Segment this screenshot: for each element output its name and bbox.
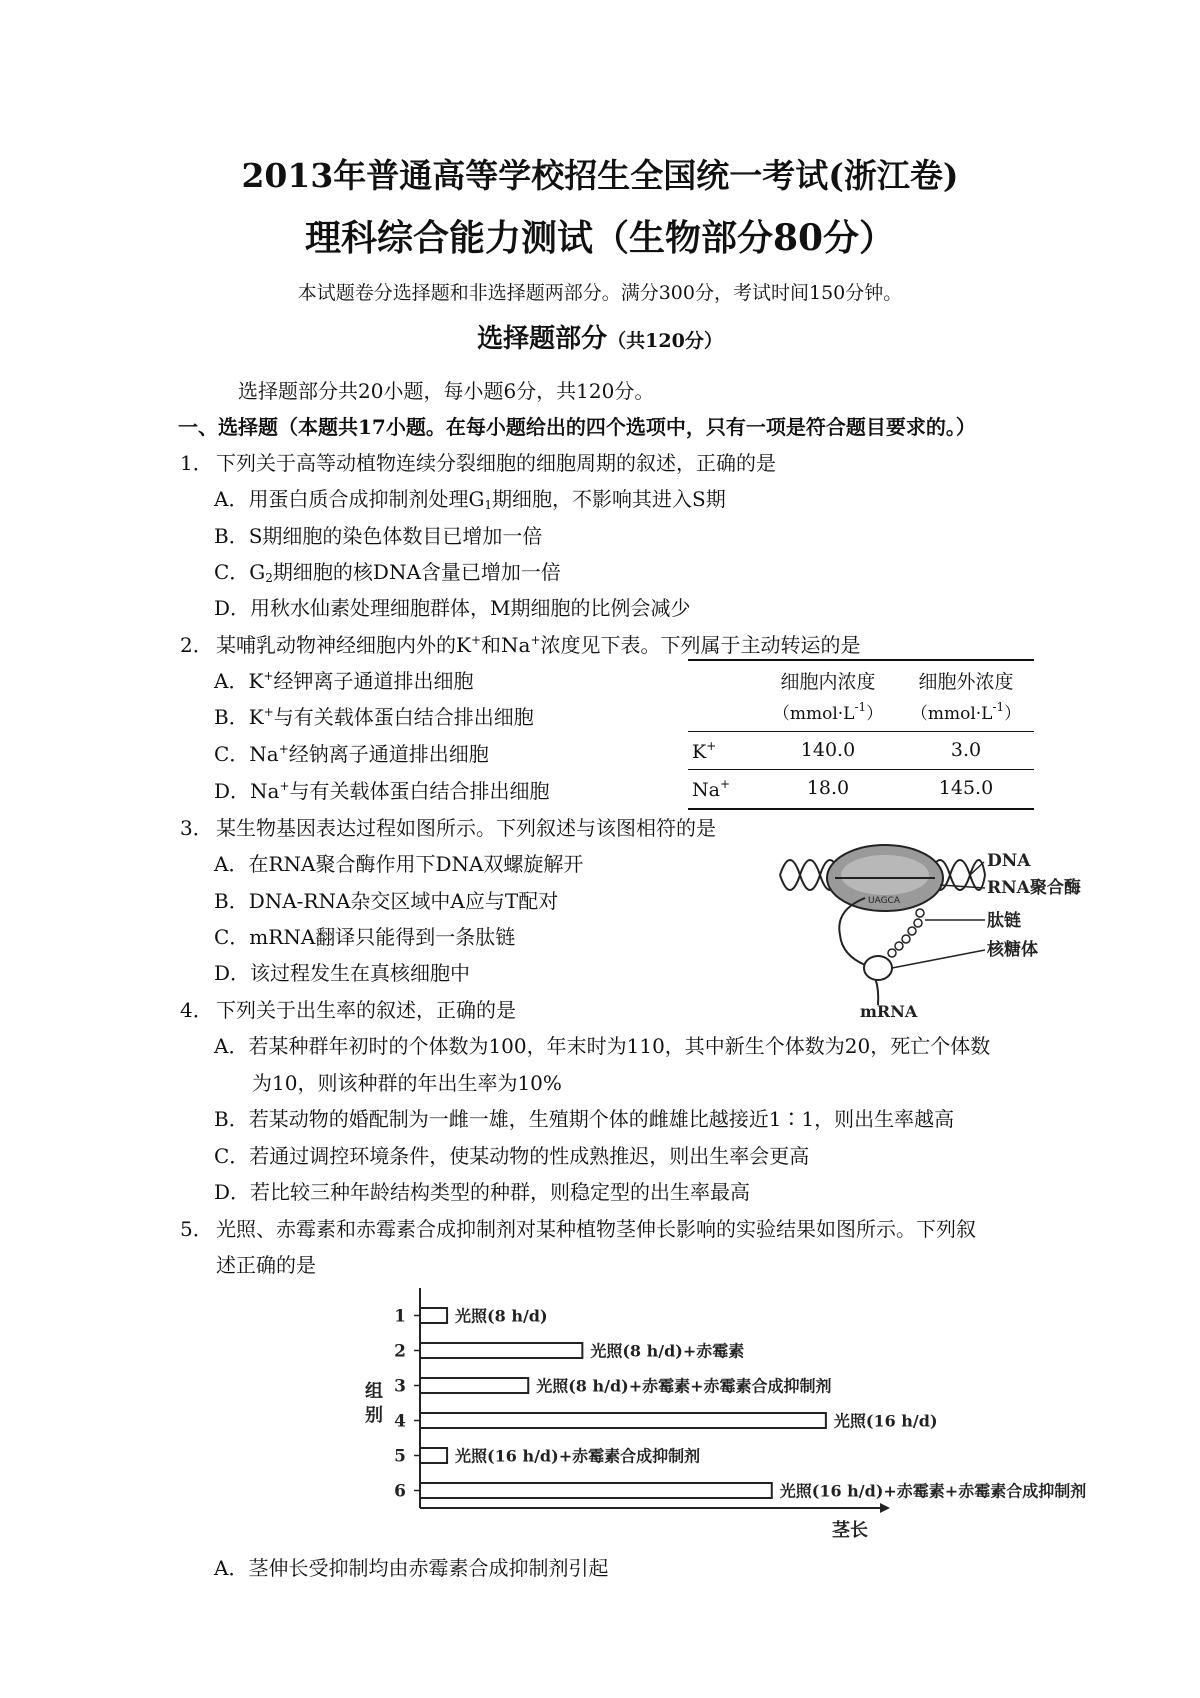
table-top-rule [688, 659, 1034, 661]
q3-option-a: A．在RNA聚合酶作用下DNA双螺旋解开 [214, 852, 584, 876]
category-tick-label: 4 [394, 1411, 406, 1432]
q1-option-b: B．S期细胞的染色体数目已增加一倍 [214, 524, 543, 548]
q5-stem [180, 1213, 976, 1242]
q5-option-a: A．茎伸长受抑制均由赤霉素合成抑制剂引起 [214, 1556, 609, 1580]
q2-a-pre: A．K [214, 669, 264, 693]
q2-stem-mid: 和Na [481, 633, 531, 657]
peptide-bead [914, 919, 922, 927]
q2-c-pre: C．Na [214, 742, 279, 766]
q3-option-d: D．该过程发生在真核细胞中 [214, 961, 471, 985]
q1-option-c [214, 556, 561, 585]
part-heading: 一、选择题（本题共17小题。在每小题给出的四个选项中，只有一项是符合题目要求的。） [178, 415, 976, 439]
peptide-chain [888, 909, 924, 957]
q4-option-a-line2: 为10，则该种群的年出生率为10% [252, 1071, 562, 1095]
y-axis-label-char: 组 [365, 1381, 383, 1402]
table-bottom-rule [688, 808, 1034, 810]
chart-layer [365, 1288, 1086, 1541]
table-row1-in: 140.0 [800, 739, 856, 761]
q1-c-post: 期细胞的核DNA含量已增加一倍 [272, 560, 561, 584]
q2-stem-post: 浓度见下表。下列属于主动转运的是 [540, 633, 861, 657]
x-axis-arrow [880, 1503, 890, 1513]
q2-b-sup: + [263, 705, 274, 719]
q2-d-sup: + [279, 779, 290, 793]
q2-c-sup: + [278, 742, 289, 756]
q2-sup-2: + [530, 633, 541, 647]
bar-group-4 [420, 1413, 826, 1428]
table-row2-out: 145.0 [938, 777, 994, 799]
exam-subtitle: 理科综合能力测试（生物部分80分） [304, 217, 896, 259]
gene-expression-diagram [780, 840, 1090, 1020]
q3-stem-text: 某生物基因表达过程如图所示。下列叙述与该图相符的是 [216, 816, 716, 840]
q1-c-sub: 2 [265, 571, 273, 585]
bar-label-2: 光照(8 h/d)+赤霉素 [590, 1341, 745, 1361]
x-axis-label: 茎长 [832, 1520, 868, 1541]
q2-number: 2． [180, 633, 213, 657]
q1-option-a [214, 483, 726, 512]
category-tick-label: 5 [394, 1446, 406, 1467]
q1-a-pre: A．用蛋白质合成抑制剂处理G [214, 487, 485, 511]
q4-number: 4． [180, 998, 213, 1022]
q2-b-pre: B．K [214, 705, 264, 729]
q1-option-d: D．用秋水仙素处理细胞群体，M期细胞的比例会减少 [214, 596, 691, 620]
unit-pre: （mmol·L [772, 704, 855, 724]
rna-polymerase-label: RNA聚合酶 [987, 878, 1081, 898]
table-row2-label [692, 777, 730, 801]
section-score: （共120分） [607, 330, 723, 352]
table-col2-unit [898, 699, 1034, 724]
bar-group-1 [420, 1308, 447, 1323]
unit-sup: -1 [854, 700, 867, 714]
rna-sequence-text: UAGCA [868, 896, 901, 906]
q2-option-d [214, 775, 550, 804]
table-header-rule [688, 731, 1034, 732]
ribosome-label: 核糖体 [987, 940, 1038, 960]
q4-option-a-line1: A．若某种群年初时的个体数为100，年末时为110，其中新生个体数为20，死亡个体数 [214, 1034, 991, 1058]
mrna-strand [839, 898, 878, 1005]
q2-b-post: 与有关载体蛋白结合排出细胞 [273, 705, 534, 729]
q4-option-b: B．若某动物的婚配制为一雌一雄，生殖期个体的雌雄比越接近1∶1，则出生率越高 [214, 1107, 955, 1131]
q2-option-b [214, 701, 534, 730]
row1-label-text: K [692, 741, 707, 763]
table-col1-unit [758, 699, 898, 724]
q4-stem [180, 994, 516, 1023]
q2-option-a [214, 665, 473, 694]
bar-group-2 [420, 1343, 582, 1358]
q2-option-c [214, 738, 489, 767]
row2-label-sup: + [719, 777, 731, 791]
table-col1-header: 细胞内浓度 [780, 671, 876, 693]
unit-pre-2: （mmol·L [910, 704, 993, 724]
bar-group-3 [420, 1378, 528, 1393]
peptide-bead [908, 927, 916, 935]
q1-number: 1． [180, 451, 213, 475]
unit-post: ） [866, 704, 884, 724]
ribosome-shape [864, 956, 892, 980]
unit-post-2: ） [1004, 704, 1022, 724]
q2-a-post: 经钾离子通道排出细胞 [273, 669, 474, 693]
q2-sup-1: + [470, 633, 482, 647]
bar-group-5 [420, 1448, 447, 1463]
q2-c-post: 经钠离子通道排出细胞 [288, 742, 489, 766]
table-col2-header: 细胞外浓度 [918, 671, 1014, 693]
q2-stem-pre: 某哺乳动物神经细胞内外的K [216, 633, 471, 657]
bar-label-4: 光照(16 h/d) [833, 1411, 938, 1431]
q1-c-pre: C．G [214, 560, 266, 584]
q2-a-sup: + [263, 669, 274, 683]
unit-sup-2: -1 [992, 700, 1005, 714]
section-note: 选择题部分共20小题，每小题6分，共120分。 [238, 379, 655, 403]
q1-a-post: 期细胞，不影响其进入S期 [492, 487, 726, 511]
section-title [0, 318, 1200, 355]
q5-number: 5． [180, 1217, 213, 1241]
q2-d-pre: D．Na [214, 779, 280, 803]
stem-length-chart [360, 1280, 1087, 1541]
peptide-bead [895, 942, 903, 950]
q4-option-d: D．若比较三种年龄结构类型的种群，则稳定型的出生率最高 [214, 1180, 751, 1204]
dna-label: DNA [987, 851, 1031, 871]
table-mid-rule [688, 769, 1034, 770]
bar-label-6: 光照(16 h/d)+赤霉素+赤霉素合成抑制剂 [779, 1481, 1087, 1501]
q4-option-c: C．若通过调控环境条件，使某动物的性成熟推迟，则出生率会更高 [214, 1144, 810, 1168]
category-tick-label: 1 [394, 1306, 406, 1327]
table-row1-label [692, 739, 716, 763]
q3-stem [180, 812, 716, 841]
category-tick-label: 2 [394, 1341, 406, 1362]
exam-title: 2013年普通高等学校招生全国统一考试(浙江卷) [241, 156, 959, 195]
exam-intro: 本试题卷分选择题和非选择题两部分。满分300分，考试时间150分钟。 [297, 282, 903, 304]
mrna-label: mRNA [860, 1002, 918, 1021]
q1-a-sub: 1 [484, 498, 493, 512]
bar-label-3: 光照(8 h/d)+赤霉素+赤霉素合成抑制剂 [536, 1376, 832, 1396]
q1-stem-text: 下列关于高等动植物连续分裂细胞的细胞周期的叙述，正确的是 [216, 451, 776, 475]
ribosome-leader [892, 950, 985, 968]
table-row2-in: 18.0 [806, 777, 850, 799]
bar-label-1: 光照(8 h/d) [455, 1306, 548, 1326]
y-axis-label-char: 别 [365, 1405, 383, 1426]
section-title-text: 选择题部分 [477, 324, 608, 354]
rna-polymerase-inner [841, 855, 929, 895]
bar-label-5: 光照(16 h/d)+赤霉素合成抑制剂 [455, 1446, 701, 1466]
rna-pol-leader [940, 885, 985, 888]
q3-option-c: C．mRNA翻译只能得到一条肽链 [214, 925, 516, 949]
peptide-bead [888, 949, 896, 957]
q5-stem-text: 光照、赤霉素和赤霉素合成抑制剂对某种植物茎伸长影响的实验结果如图所示。下列叙 [216, 1217, 976, 1241]
q4-stem-text: 下列关于出生率的叙述，正确的是 [216, 998, 516, 1022]
q3-option-b: B．DNA-RNA杂交区域中A应与T配对 [214, 889, 559, 913]
peptide-bead [916, 909, 924, 917]
q5-stem-line2: 述正确的是 [216, 1253, 316, 1277]
row2-label-text: Na [692, 779, 720, 801]
q3-number: 3． [180, 816, 213, 840]
bar-group-6 [420, 1483, 772, 1498]
q1-stem [180, 447, 776, 476]
row1-label-sup: + [706, 739, 717, 753]
category-tick-label: 3 [394, 1376, 406, 1397]
q2-stem [180, 629, 861, 658]
table-row1-out: 3.0 [950, 739, 982, 761]
peptide-bead [902, 935, 910, 943]
q2-d-post: 与有关载体蛋白结合排出细胞 [289, 779, 550, 803]
peptide-label: 肽链 [987, 911, 1021, 931]
category-tick-label: 6 [394, 1481, 406, 1502]
